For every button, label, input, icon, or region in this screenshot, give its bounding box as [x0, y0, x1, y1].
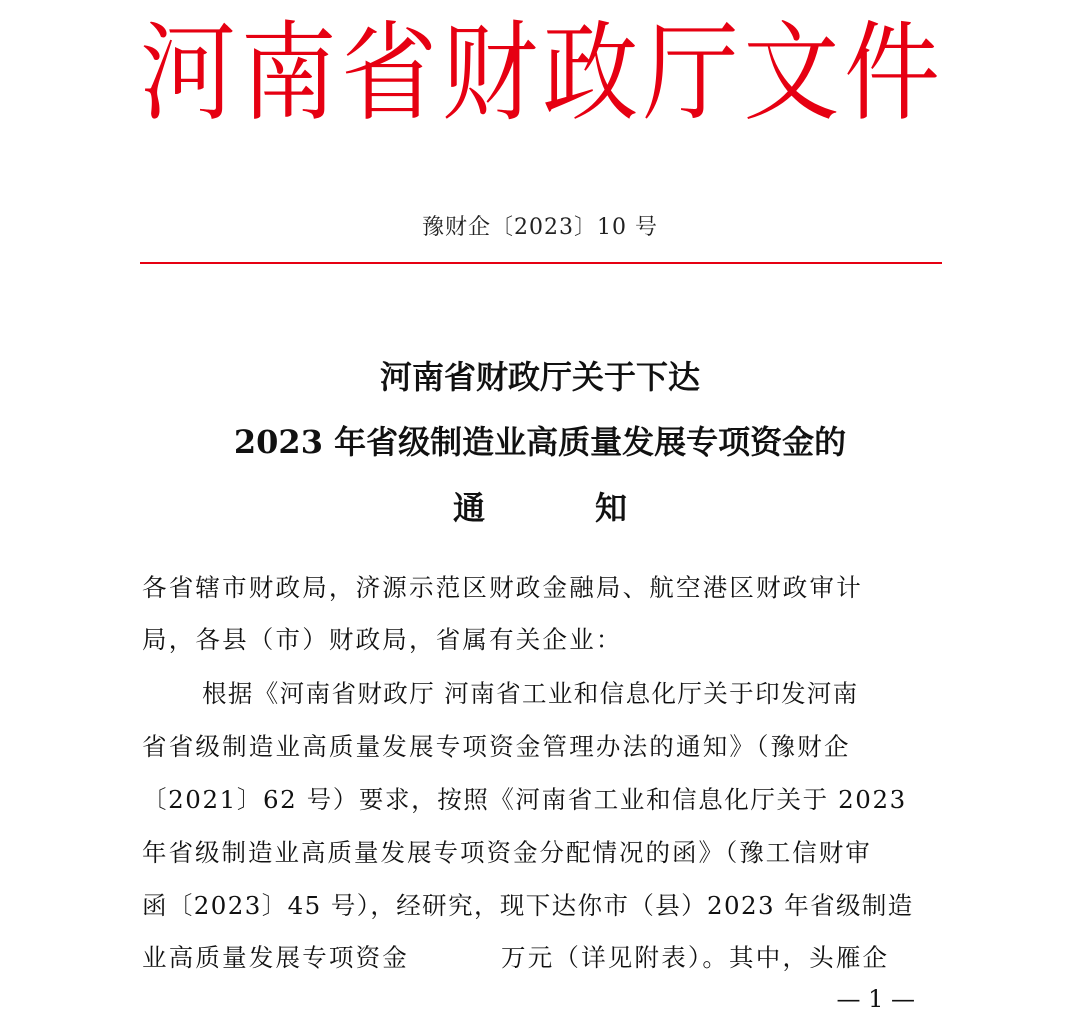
notice-title-line-1: 河南省财政厅关于下达 [379, 358, 700, 396]
paragraph-line-6 [142, 938, 940, 978]
masthead-char: 南 [240, 10, 337, 136]
masthead-char: 政 [542, 10, 639, 136]
notice-title-char-zhi: 知 [595, 489, 628, 527]
page-number: — 1 — [836, 985, 915, 1013]
paragraph-line-1: 根据《河南省财政厅 河南省工业和信息化厅关于印发河南 [202, 679, 859, 708]
paragraph-line-6-part-b: 万元（详见附表）。其中，头雁企 [501, 943, 890, 972]
masthead-char: 件 [843, 10, 940, 136]
masthead-char: 财 [441, 10, 538, 136]
paragraph-line-5: 函〔2023〕45 号），经研究，现下达你市（县）2023 年省级制造 [142, 891, 914, 920]
recipients-line-2: 局，各县（市）财政局，省属有关企业： [142, 625, 623, 654]
masthead-char: 厅 [642, 10, 739, 136]
paragraph-line-2: 省省级制造业高质量发展专项资金管理办法的通知》（豫财企 [142, 732, 851, 761]
recipients-line-1: 各省辖市财政局，济源示范区财政金融局、航空港区财政审计 [142, 573, 863, 602]
masthead-char: 省 [341, 10, 438, 136]
masthead-char: 河 [140, 10, 236, 136]
paragraph-line-3: 〔2021〕62 号）要求，按照《河南省工业和信息化厅关于 2023 [142, 785, 907, 814]
notice-title-char-tong: 通 [452, 489, 485, 527]
red-divider-line [140, 262, 942, 264]
masthead-char: 文 [743, 10, 840, 136]
masthead-title [140, 10, 940, 136]
paragraph-line-6-part-a: 业高质量发展专项资金 [142, 943, 409, 972]
notice-title-line-2: 2023 年省级制造业高质量发展专项资金的 [233, 423, 847, 461]
paragraph-line-4: 年省级制造业高质量发展专项资金分配情况的函》（豫工信财审 [142, 838, 872, 867]
notice-title-line-3 [0, 488, 1080, 528]
document-number: 豫财企〔2023〕10 号 [422, 215, 658, 240]
